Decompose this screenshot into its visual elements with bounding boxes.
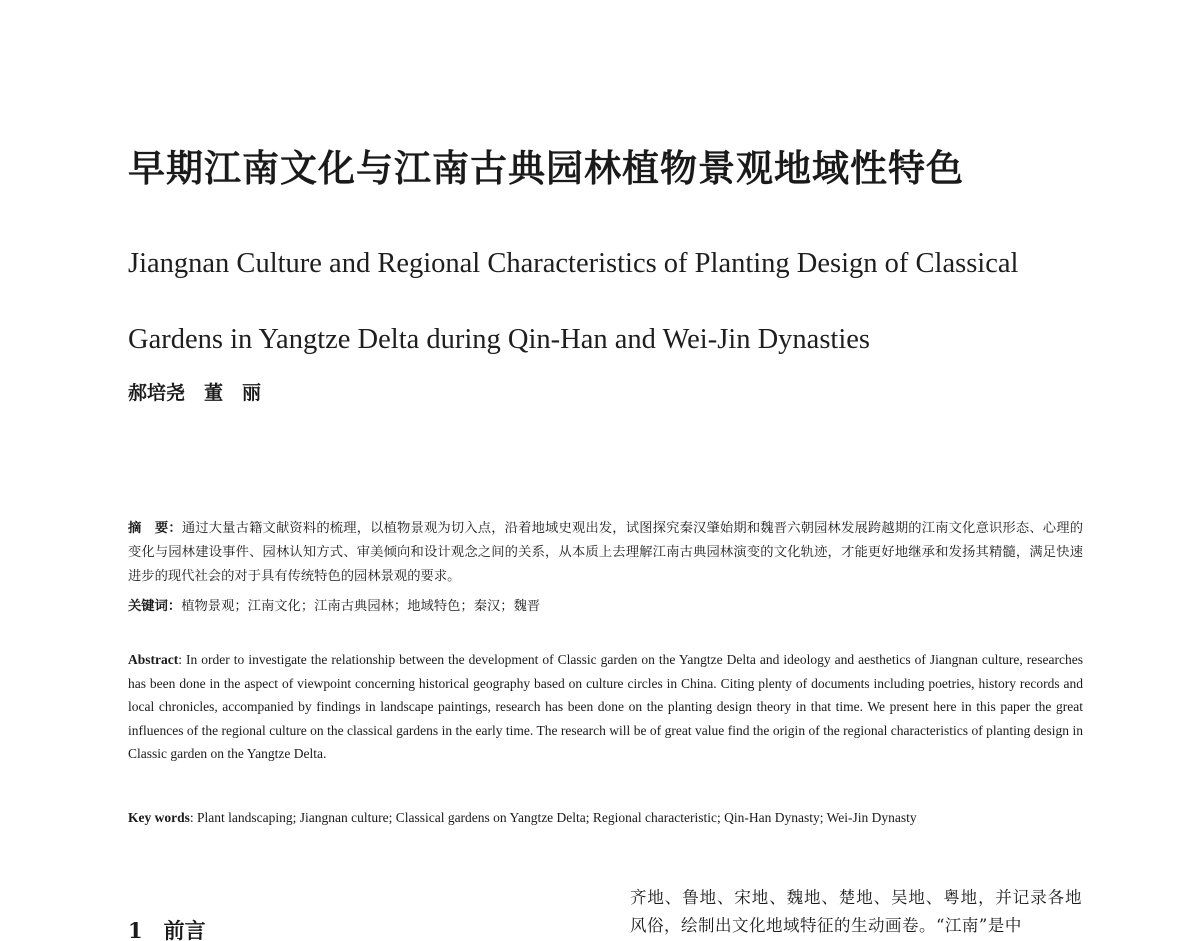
english-keywords-label: Key words [128, 810, 190, 825]
english-title: Jiangnan Culture and Regional Characteristics of Planting Design of Classical Gardens in Yangtze Delta during Qin-Han and Wei-Jin Dynasties [128, 248, 1019, 355]
chinese-title: 早期江南文化与江南古典园林植物景观地域性特色 [128, 146, 964, 190]
english-keywords-text: : Plant landscaping; Jiangnan culture; Classical gardens on Yangtze Delta; Regional characteristic; Qin-Han Dynasty; Wei-Jin Dynasty [189, 810, 917, 825]
chinese-abstract-label: 摘 要： [128, 521, 182, 536]
english-abstract [128, 648, 1083, 766]
english-keywords [128, 806, 1083, 830]
section-heading-introduction: 1 前言 [128, 918, 206, 941]
chinese-keywords-label: 关键词： [128, 599, 182, 614]
english-abstract-text: : In order to investigate the relationship between the development of Classic garden on the Yangtze Delta and ideology and aesthetics of Jiangnan culture, researches has been done in the aspect of viewpoint concerning historical geography based on culture circles in China. Citing plenty of documents including poetries, history records and local chronicles, accompanied by findings in landscape paintings, research has been done on the planting design theory in that time. We present here in this paper the great influences of the regional culture on the classical gardens in the early time. The research will be of great value find the origin of the regional characteristics of planting design in Classic garden on the Yangtze Delta. [128, 652, 1083, 761]
chinese-abstract [128, 517, 1083, 589]
chinese-keywords-text: 植物景观；江南文化；江南古典园林；地域特色；秦汉；魏晋 [181, 599, 541, 614]
chinese-keywords [128, 596, 1083, 618]
body-text-right-column: 齐地、鲁地、宋地、魏地、楚地、吴地、粤地，并记录各地风俗，绘制出文化地域特征的生动画卷。“江南”是中 [630, 888, 1082, 935]
english-abstract-label: Abstract [128, 652, 179, 667]
chinese-abstract-text: 通过大量古籍文献资料的梳理，以植物景观为切入点，沿着地域史观出发，试图探究秦汉肇始期和魏晋六朝园林发展跨越期的江南文化意识形态、心理的变化与园林建设事件、园林认知方式、审美倾向和设计观念之间的关系，从本质上去理解江南古典园林演变的文化轨迹，才能更好地继承和发扬其精髓，满足快速进步的现代社会的对于具有传统特色的园林景观的要求。 [128, 521, 1083, 584]
authors: 郝培尧 董 丽 [128, 382, 262, 404]
